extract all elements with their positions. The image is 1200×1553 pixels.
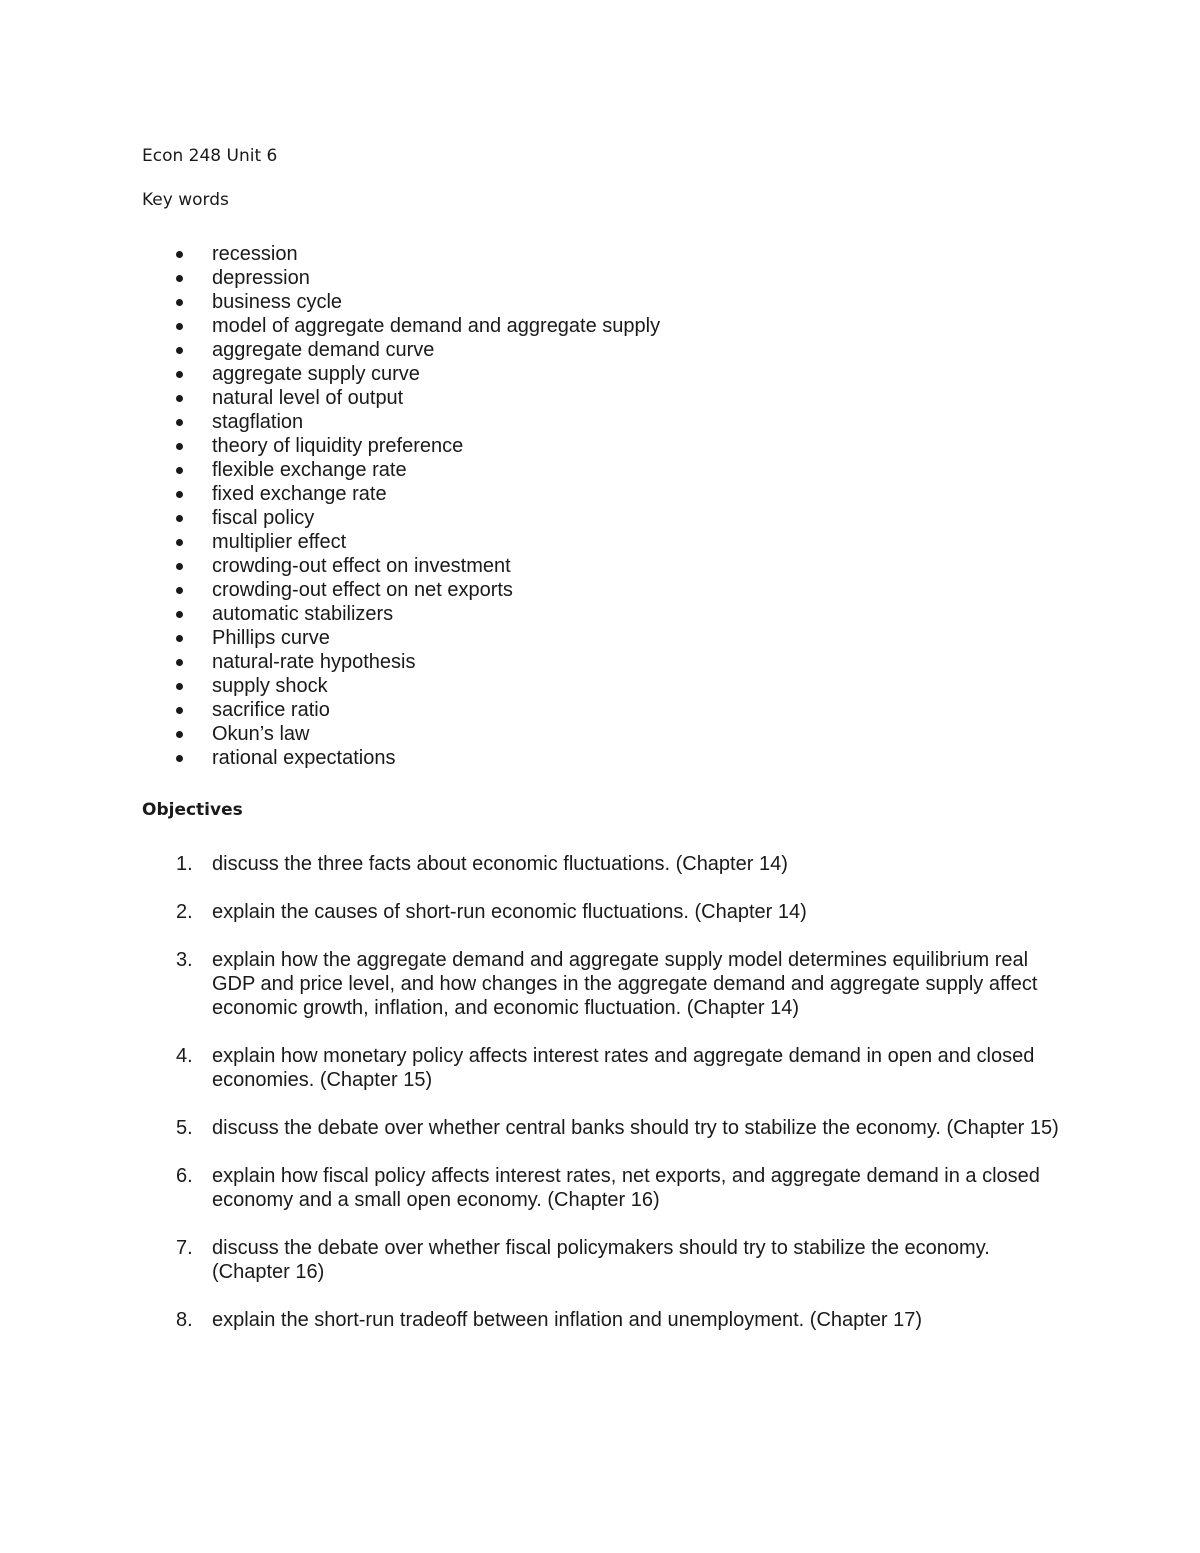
objectives-heading: Objectives <box>142 800 243 820</box>
keyword-item <box>142 602 660 626</box>
objective-item <box>142 900 1072 924</box>
keyword-item <box>142 314 660 338</box>
bullet-icon <box>176 707 183 714</box>
bullet-icon <box>176 395 183 402</box>
objective-number: 1. <box>176 853 193 875</box>
document-title: Econ 248 Unit 6 <box>142 146 278 166</box>
bullet-icon <box>176 563 183 570</box>
objective-number: 2. <box>176 901 193 923</box>
objective-item <box>142 948 1072 1020</box>
bullet-icon <box>176 443 183 450</box>
objective-text: explain how the aggregate demand and aggregate supply model determines equilibrium real GDP and price level, and how changes in the aggregate demand and aggregate supply affect economic growth, inflation, and economic fluctuation. (Chapter 14) <box>212 949 1038 1019</box>
keyword-text: model of aggregate demand and aggregate supply <box>212 315 661 337</box>
keyword-text: crowding-out effect on investment <box>212 555 511 577</box>
objective-item <box>142 1308 1072 1332</box>
bullet-icon <box>176 611 183 618</box>
keyword-text: Phillips curve <box>212 627 330 649</box>
objective-item <box>142 1116 1072 1140</box>
bullet-icon <box>176 491 183 498</box>
keyword-item <box>142 290 660 314</box>
keyword-item <box>142 242 660 266</box>
keyword-item <box>142 722 660 746</box>
keyword-item <box>142 650 660 674</box>
keyword-item <box>142 530 660 554</box>
keyword-item <box>142 362 660 386</box>
bullet-icon <box>176 659 183 666</box>
keyword-text: aggregate supply curve <box>212 363 420 385</box>
keyword-item <box>142 698 660 722</box>
keyword-item <box>142 458 660 482</box>
bullet-icon <box>176 251 183 258</box>
bullet-icon <box>176 275 183 282</box>
keyword-text: aggregate demand curve <box>212 339 435 361</box>
bullet-icon <box>176 323 183 330</box>
keywords-list <box>142 242 660 770</box>
keywords-heading: Key words <box>142 190 229 210</box>
bullet-icon <box>176 371 183 378</box>
bullet-icon <box>176 515 183 522</box>
objective-item <box>142 1044 1072 1092</box>
keyword-item <box>142 746 660 770</box>
objective-item <box>142 852 1072 876</box>
objective-number: 5. <box>176 1117 193 1139</box>
bullet-icon <box>176 299 183 306</box>
objective-text: explain the causes of short-run economic fluctuations. (Chapter 14) <box>212 901 807 923</box>
keyword-text: theory of liquidity preference <box>212 435 464 457</box>
objective-text: discuss the debate over whether central banks should try to stabilize the economy. (Chapter 15) <box>212 1117 1059 1139</box>
keyword-text: flexible exchange rate <box>212 459 407 481</box>
bullet-icon <box>176 467 183 474</box>
bullet-icon <box>176 635 183 642</box>
keyword-item <box>142 434 660 458</box>
objectives-list <box>142 852 1072 1356</box>
keyword-item <box>142 506 660 530</box>
keyword-text: automatic stabilizers <box>212 603 394 625</box>
bullet-icon <box>176 419 183 426</box>
bullet-icon <box>176 539 183 546</box>
objective-text: explain how monetary policy affects interest rates and aggregate demand in open and closed economies. (Chapter 15) <box>212 1045 1035 1091</box>
objective-text: explain how fiscal policy affects interest rates, net exports, and aggregate demand in a closed economy and a small open economy. (Chapter 16) <box>212 1165 1040 1211</box>
keyword-text: business cycle <box>212 291 343 313</box>
keyword-text: multiplier effect <box>212 531 347 553</box>
keyword-text: sacrifice ratio <box>212 699 330 721</box>
keyword-item <box>142 266 660 290</box>
keyword-text: crowding-out effect on net exports <box>212 579 513 601</box>
bullet-icon <box>176 347 183 354</box>
keyword-item <box>142 578 660 602</box>
keyword-item <box>142 626 660 650</box>
keyword-text: fixed exchange rate <box>212 483 387 505</box>
objective-number: 4. <box>176 1045 193 1067</box>
keyword-text: fiscal policy <box>212 507 315 529</box>
keyword-item <box>142 482 660 506</box>
objective-number: 8. <box>176 1309 193 1331</box>
objective-number: 6. <box>176 1165 193 1187</box>
bullet-icon <box>176 683 183 690</box>
keyword-item <box>142 410 660 434</box>
keyword-text: depression <box>212 267 310 289</box>
keyword-text: recession <box>212 243 298 265</box>
objective-number: 3. <box>176 949 193 971</box>
objective-text: explain the short-run tradeoff between inflation and unemployment. (Chapter 17) <box>212 1309 923 1331</box>
keyword-text: Okun’s law <box>212 723 310 745</box>
bullet-icon <box>176 587 183 594</box>
keyword-text: natural-rate hypothesis <box>212 651 416 673</box>
keyword-item <box>142 386 660 410</box>
objective-text: discuss the three facts about economic fluctuations. (Chapter 14) <box>212 853 788 875</box>
keyword-item <box>142 338 660 362</box>
keyword-text: supply shock <box>212 675 328 697</box>
bullet-icon <box>176 755 183 762</box>
keyword-item <box>142 674 660 698</box>
keyword-text: stagflation <box>212 411 304 433</box>
objective-text: discuss the debate over whether fiscal policymakers should try to stabilize the economy. (Chapter 16) <box>212 1237 990 1283</box>
keyword-text: rational expectations <box>212 747 396 769</box>
objective-number: 7. <box>176 1237 193 1259</box>
objective-item <box>142 1164 1072 1212</box>
objective-item <box>142 1236 1072 1284</box>
bullet-icon <box>176 731 183 738</box>
keyword-item <box>142 554 660 578</box>
keyword-text: natural level of output <box>212 387 404 409</box>
